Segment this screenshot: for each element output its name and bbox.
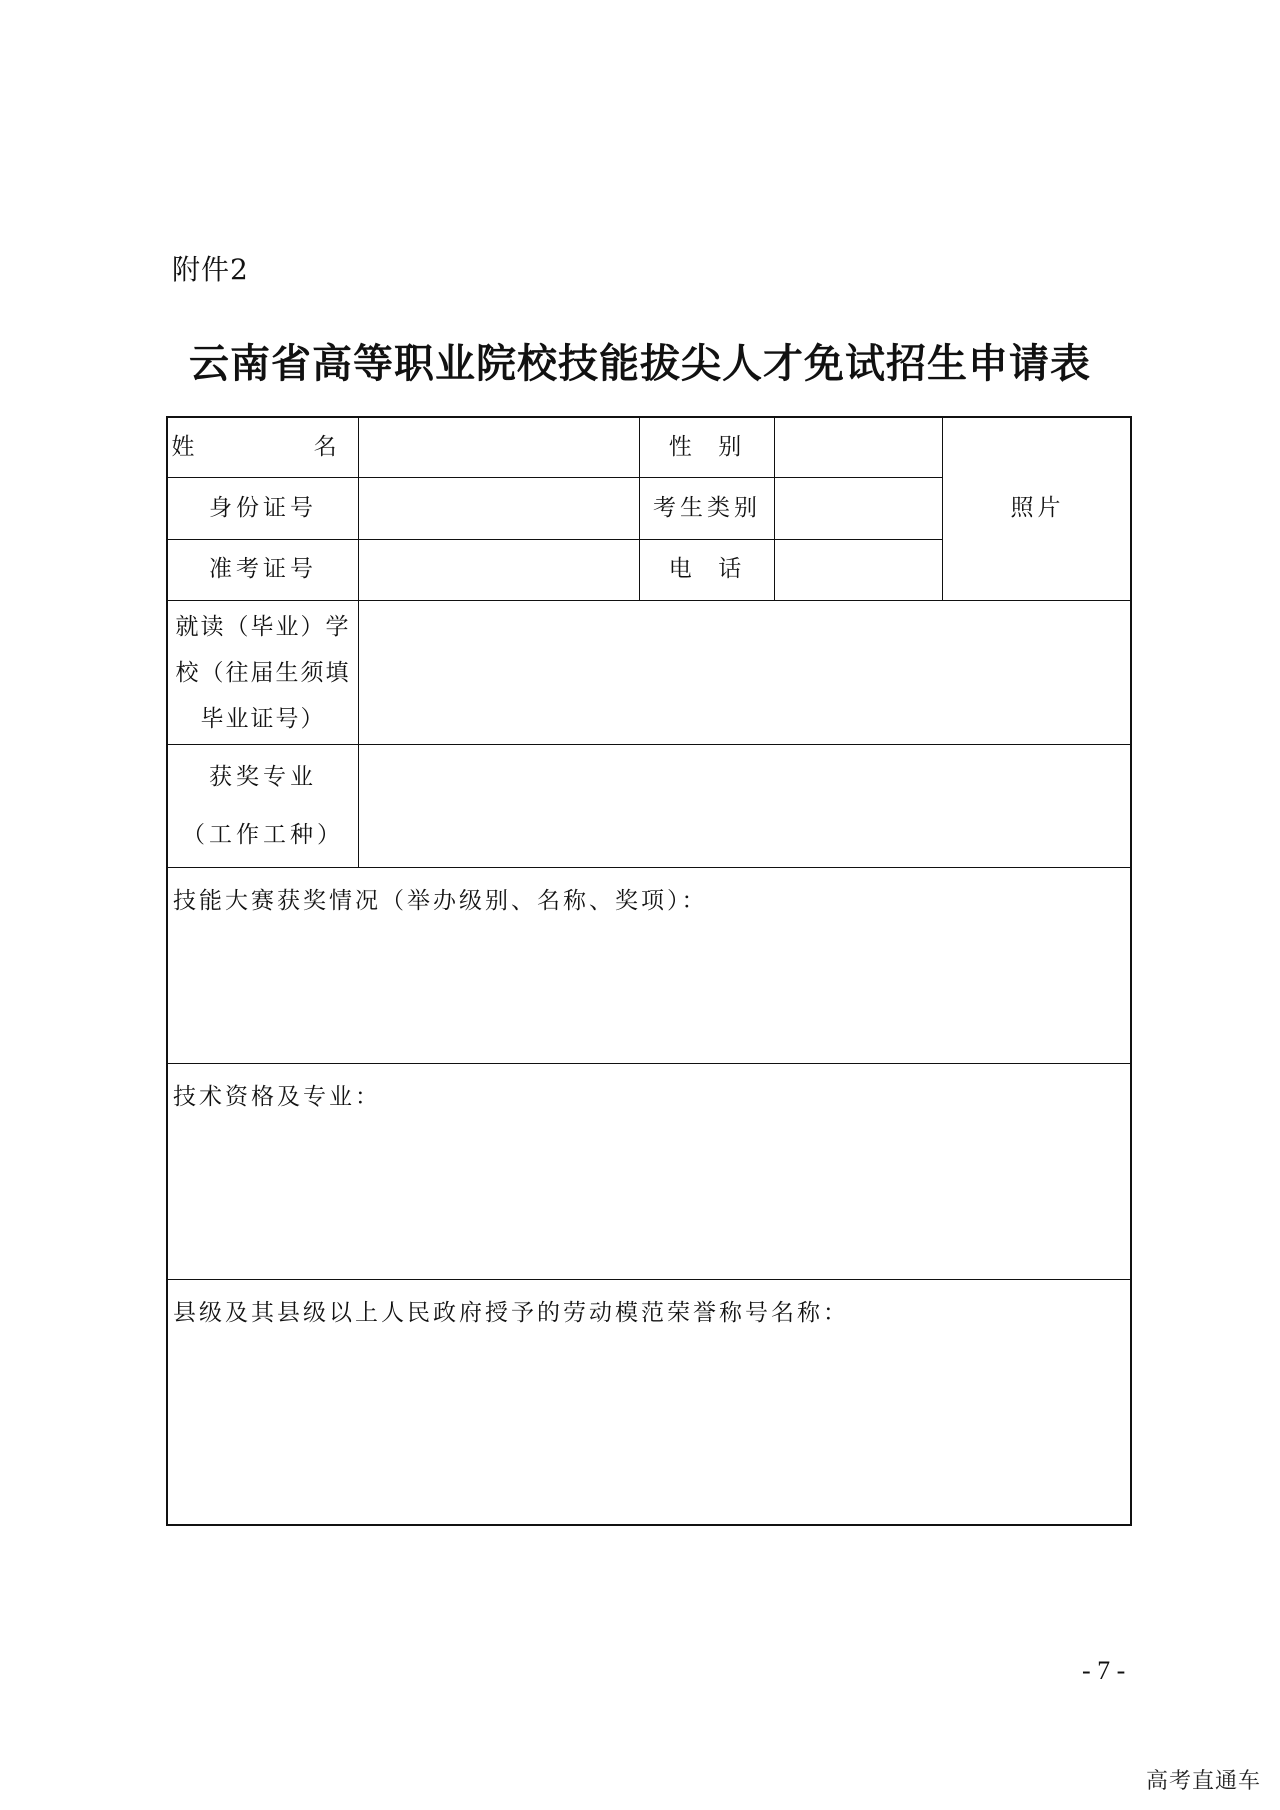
qualification-field[interactable] (168, 1064, 1132, 1280)
major-label-line-2: （工作工种） (182, 822, 344, 848)
phone-label: 电 话 (668, 556, 746, 583)
gender-label-cell (640, 418, 775, 478)
ticket-label-cell (168, 540, 359, 601)
category-label-cell (640, 478, 775, 540)
honor-label: 县级及其县级以上人民政府授予的劳动模范荣誉称号名称： (173, 1300, 849, 1326)
name-label: 姓 名 (171, 433, 355, 460)
photo-cell[interactable] (943, 418, 1132, 601)
name-field[interactable] (359, 418, 640, 478)
gender-field[interactable] (775, 418, 943, 478)
school-label-cell (168, 601, 359, 745)
phone-field[interactable] (775, 540, 943, 601)
ticket-field[interactable] (359, 540, 640, 601)
school-label-line-3: 毕业证号） (200, 705, 326, 732)
awards-label: 技能大赛获奖情况（举办级别、名称、奖项）： (173, 888, 708, 914)
gender-label: 性 别 (668, 433, 746, 460)
page-number: - 7 - (1082, 1656, 1126, 1685)
phone-label-cell (640, 540, 775, 601)
qualification-label: 技术资格及专业： (173, 1084, 381, 1110)
form-title: 云南省高等职业院校技能拔尖人才免试招生申请表 (189, 340, 1091, 387)
attachment-label: 附件2 (172, 253, 249, 286)
major-field[interactable] (359, 745, 1132, 868)
school-label-line-1: 就读（毕业）学 (175, 613, 351, 640)
major-label-cell (168, 745, 359, 868)
application-form (166, 416, 1132, 1526)
photo-label: 照片 (1010, 495, 1065, 522)
id-label-cell (168, 478, 359, 540)
school-field[interactable] (359, 601, 1132, 745)
name-label-cell (168, 418, 359, 478)
id-field[interactable] (359, 478, 640, 540)
id-label: 身份证号 (209, 494, 317, 521)
awards-field[interactable] (168, 868, 1132, 1064)
category-field[interactable] (775, 478, 943, 540)
honor-field[interactable] (168, 1280, 1132, 1524)
watermark: 高考直通车 (1146, 1769, 1262, 1794)
school-label-line-2: 校（往届生须填 (175, 659, 351, 686)
major-label-line-1: 获奖专业 (209, 764, 317, 790)
ticket-label: 准考证号 (209, 556, 317, 583)
category-label: 考生类别 (653, 494, 761, 521)
